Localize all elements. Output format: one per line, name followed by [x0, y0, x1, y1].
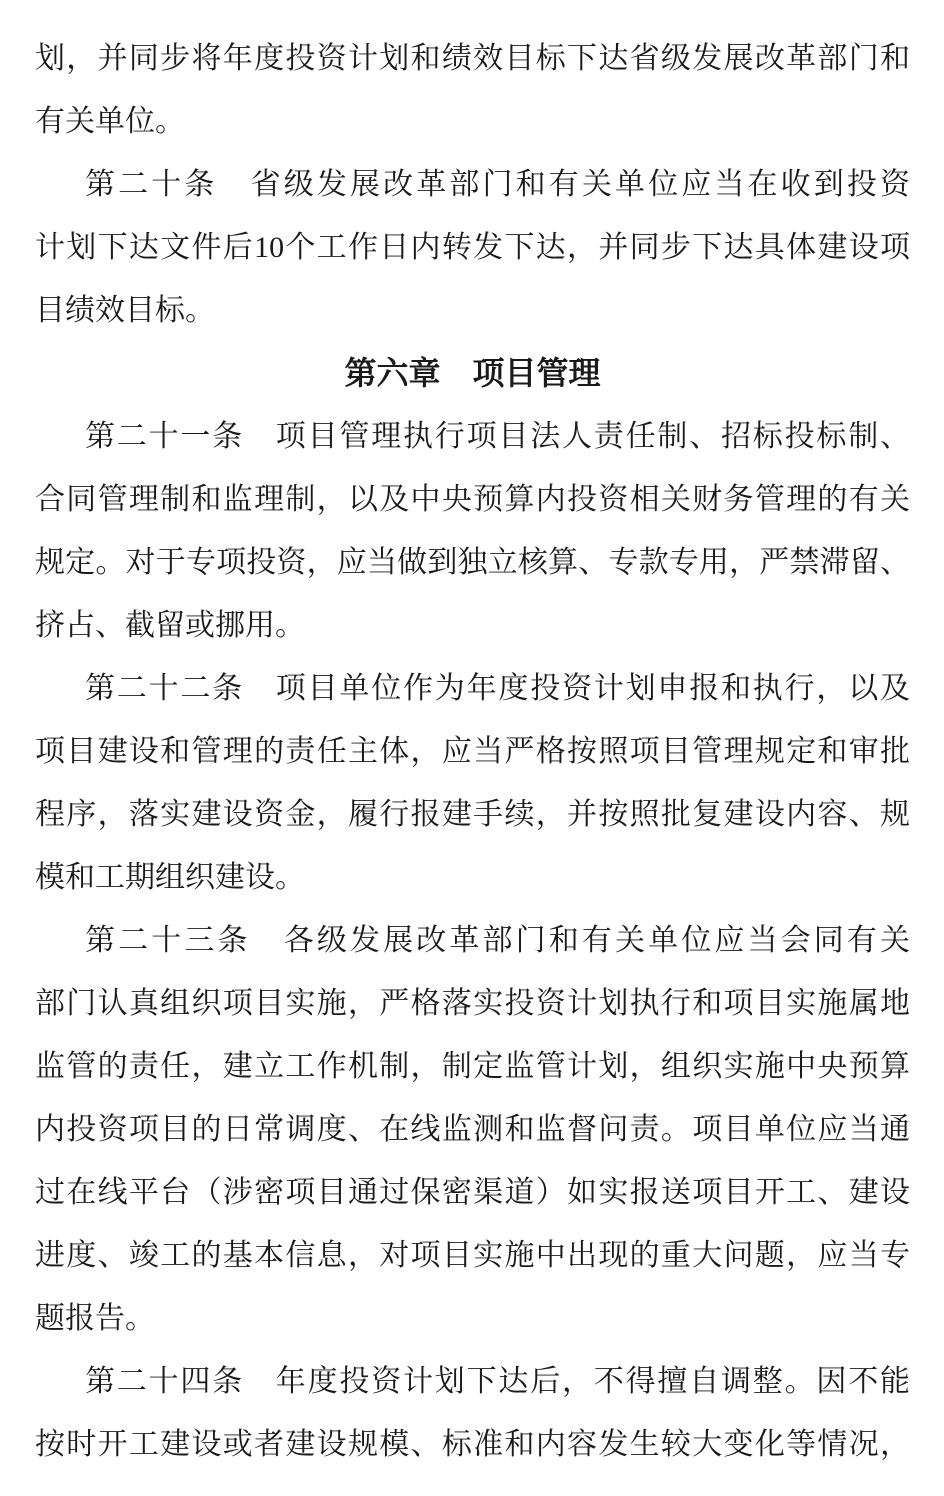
text-line: 第二十一条 项目管理执行项目法人责任制、招标投标制、: [85, 420, 910, 453]
text-line: 合同管理制和监理制，以及中央预算内投资相关财务管理的有关: [35, 483, 910, 516]
chapter-heading: 第六章 项目管理: [344, 355, 601, 391]
text-line: 第二十条 省级发展改革部门和有关单位应当在收到投资: [85, 168, 910, 201]
text-line: 目绩效目标。: [35, 294, 215, 327]
text-line: 按时开工建设或者建设规模、标准和内容发生较大变化等情况，: [35, 1428, 910, 1461]
text-line: 内投资项目的日常调度、在线监测和监督问责。项目单位应当通: [35, 1113, 910, 1146]
text-line: 挤占、截留或挪用。: [35, 609, 305, 642]
text-line: 第二十三条 各级发展改革部门和有关单位应当会同有关: [85, 924, 910, 957]
text-line: 题报告。: [35, 1302, 155, 1335]
text-line: 模和工期组织建设。: [35, 861, 305, 894]
text-line: 计划下达文件后10个工作日内转发下达，并同步下达具体建设项: [35, 231, 910, 264]
text-line: 划，并同步将年度投资计划和绩效目标下达省级发展改革部门和: [35, 42, 910, 75]
text-line: 部门认真组织项目实施，严格落实投资计划执行和项目实施属地: [35, 987, 910, 1020]
text-line: 过在线平台（涉密项目通过保密渠道）如实报送项目开工、建设: [35, 1176, 910, 1209]
text-line: 项目建设和管理的责任主体，应当严格按照项目管理规定和审批: [35, 735, 910, 768]
text-line: 规定。对于专项投资，应当做到独立核算、专款专用，严禁滞留、: [35, 546, 910, 579]
text-line: 有关单位。: [35, 105, 185, 138]
text-line: 程序，落实建设资金，履行报建手续，并按照批复建设内容、规: [35, 798, 910, 831]
text-line: 第二十二条 项目单位作为年度投资计划申报和执行，以及: [85, 672, 910, 705]
text-line: 第二十四条 年度投资计划下达后，不得擅自调整。因不能: [85, 1365, 910, 1398]
text-line: 进度、竣工的基本信息，对项目实施中出现的重大问题，应当专: [35, 1239, 910, 1272]
text-line: 监管的责任，建立工作机制，制定监管计划，组织实施中央预算: [35, 1050, 910, 1083]
